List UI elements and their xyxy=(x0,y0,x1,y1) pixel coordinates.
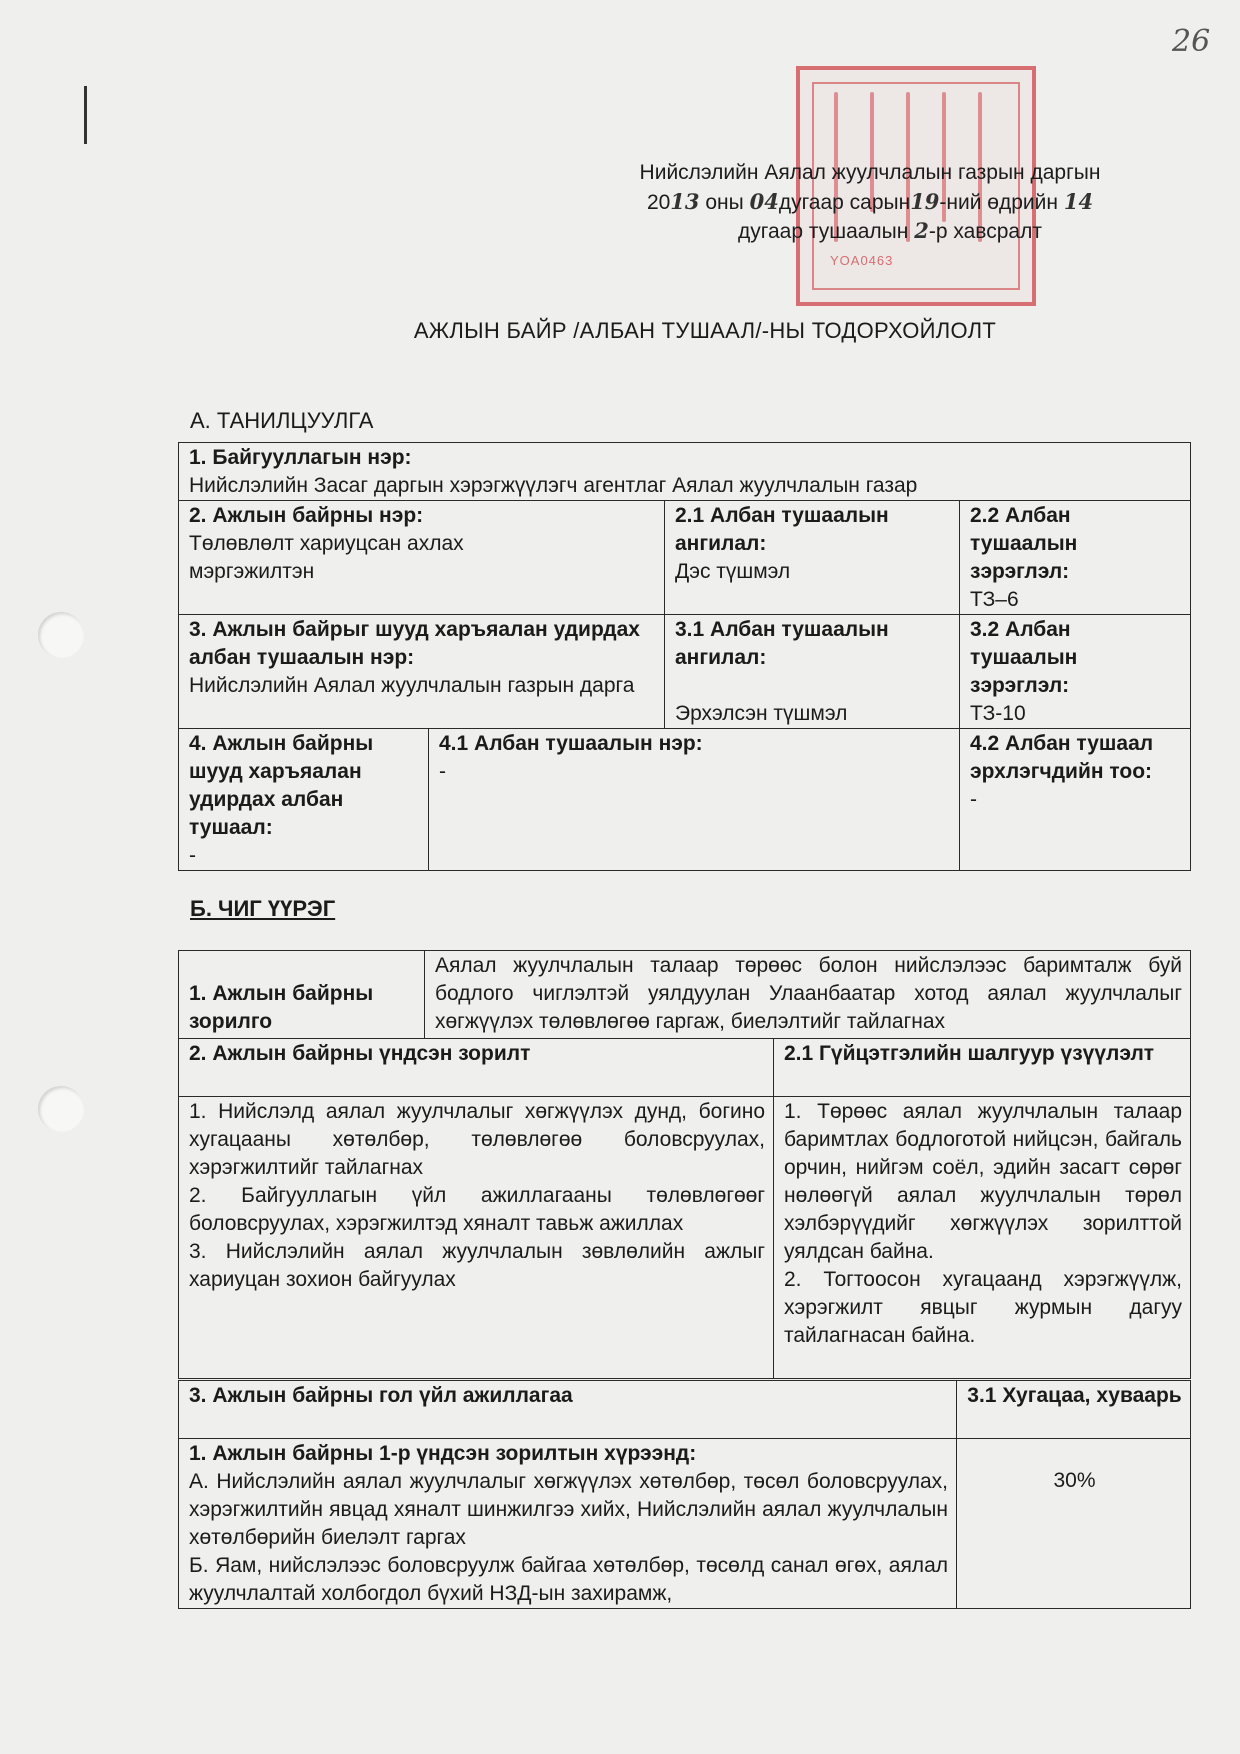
goals-list-cell xyxy=(179,1097,774,1379)
handwritten-appendix-number: 2 xyxy=(914,218,929,243)
handwritten-day: 19 xyxy=(910,189,940,214)
handwritten-month: 04 xyxy=(749,189,779,214)
goals-header: 2. Ажлын байрны үндсэн зорилт xyxy=(189,1042,531,1065)
goal-item: 3. Нийслэлийн аялал жуулчлалын зөвлөлийн ажлыг хариуцан зохион байгуулах xyxy=(189,1240,765,1291)
purpose-table xyxy=(178,950,1191,1039)
stamp-code: YOA0463 xyxy=(830,253,894,268)
table-row xyxy=(179,1039,1191,1097)
table-row xyxy=(179,1439,1191,1609)
document-title: АЖЛЫН БАЙР /АЛБАН ТУШААЛ/-НЫ ТОДОРХОЙЛОЛТ xyxy=(413,318,997,343)
section-a-heading: А. ТАНИЛЦУУЛГА xyxy=(190,408,374,433)
activity-1-item-b: Б. Яам, нийслэлээс боловсруулж байгаа хөтөлбөр, төсөлд санал өгөх, аялал жуулчлалтай холбогдол бүхий НЗД-ын захирамж, xyxy=(189,1554,948,1605)
supervisor-category-value: Эрхэлсэн түшмэл xyxy=(675,702,848,725)
subordinate-count-cell xyxy=(960,729,1191,871)
goals-header-cell xyxy=(179,1039,774,1097)
subordinate-count-value: - xyxy=(970,788,977,811)
criteria-header: 2.1 Гүйцэтгэлийн шалгуур үзүүлэлт xyxy=(784,1042,1155,1065)
subordinate-name-cell xyxy=(429,729,960,871)
category-cell xyxy=(665,501,960,615)
organization-value: Нийслэлийн Засаг даргын хэрэгжүүлэгч агентлаг Аялал жуулчлалын газар xyxy=(189,474,918,497)
purpose-label: 1. Ажлын байрны зорилго xyxy=(189,982,374,1033)
handwritten-year: 13 xyxy=(670,189,700,214)
attachment-line-1: Нийслэлийн Аялал жуулчлалын газрын даргын xyxy=(639,161,1101,184)
criteria-item: 1. Төрөөс аялал жуулчлалын талаар баримтлах бодлоготой нийцсэн, байгаль орчин, нийгэм соёл, эдийн засагт сөрөг нөлөөгүй аялал жуулчлалын төрөл хэлбэрүүдийг хөгжүүлэх зорилттой уялдсан байна. xyxy=(784,1100,1182,1263)
rank-label: 2.2 Албан тушаалын зэрэглэл: xyxy=(970,504,1078,583)
punch-hole-top xyxy=(38,612,84,658)
order-label: дугаар тушаалын xyxy=(738,220,915,243)
subordinate-value: - xyxy=(189,844,196,867)
organization-cell xyxy=(179,443,1191,501)
year-suffix: оны xyxy=(699,191,750,214)
subordinate-name-value: - xyxy=(439,760,446,783)
activities-table xyxy=(178,1380,1191,1609)
goal-item: 1. Нийслэлд аялал жуулчлалыг хөгжүүлэх дунд, богино хугацааны хөтөлбөр, төлөвлөгөө боловсруулах, хэрэгжилтийг тайлагнах xyxy=(189,1100,765,1179)
position-cell xyxy=(179,501,665,615)
table-row xyxy=(179,1097,1191,1379)
criteria-header-cell xyxy=(774,1039,1191,1097)
month-suffix: дугаар сарын xyxy=(778,191,911,214)
punch-hole-bottom xyxy=(38,1086,84,1132)
subordinate-cell xyxy=(179,729,429,871)
supervisor-category-cell xyxy=(665,615,960,729)
goal-item: 2. Байгууллагын үйл ажиллагааны төлөвлөгөөг боловсруулах, хэрэгжилтэд хяналт тавьж ажиллах xyxy=(189,1184,765,1235)
handwritten-order-number: 14 xyxy=(1063,189,1094,214)
table-row xyxy=(179,1381,1191,1439)
activity-1-percent: 30% xyxy=(1053,1469,1096,1492)
position-value: Төлөвлөлт хариуцсан ахлах мэргэжилтэн xyxy=(189,532,464,583)
table-row xyxy=(179,501,1191,615)
supervisor-category-label: 3.1 Албан тушаалын ангилал: xyxy=(675,618,889,669)
table-row xyxy=(179,729,1191,871)
supervisor-label: 3. Ажлын байрыг шууд харъяалан удирдах албан тушаалын нэр: xyxy=(189,618,640,669)
subordinate-count-label: 4.2 Албан тушаал эрхлэгчдийн тоо: xyxy=(970,732,1154,783)
supervisor-cell xyxy=(179,615,665,729)
position-label: 2. Ажлын байрны нэр: xyxy=(189,504,424,527)
category-value: Дэс түшмэл xyxy=(675,560,791,583)
organization-label: 1. Байгууллагын нэр: xyxy=(189,446,412,469)
activities-header: 3. Ажлын байрны гол үйл ажиллагаа xyxy=(189,1384,573,1407)
section-b-heading: Б. ЧИГ ҮҮРЭГ xyxy=(190,896,336,921)
page-number: 26 xyxy=(1172,24,1211,59)
goals-table xyxy=(178,1038,1191,1379)
activity-1-item-a: А. Нийслэлийн аялал жуулчлалыг хөгжүүлэх хөтөлбөр, төсөл боловсруулах, хэрэгжилтийн явцад хяналт шинжилгээ хийх, Нийслэлийн аялал жуулчлалын хөтөлбөрийн биелэлт гаргах xyxy=(189,1470,948,1549)
activities-header-cell xyxy=(179,1381,957,1439)
table-row xyxy=(179,951,1191,1039)
year-prefix: 20 xyxy=(646,191,671,214)
supervisor-rank-label: 3.2 Албан тушаалын зэрэглэл: xyxy=(970,618,1078,697)
activity-1-cell xyxy=(179,1439,957,1609)
purpose-label-cell xyxy=(179,951,425,1039)
criteria-item: 2. Тогтоосон хугацаанд хэрэгжүүлж, хэрэгжилт явцыг журмын дагуу тайлагнасан байна. xyxy=(784,1268,1182,1347)
attachment-line-2 xyxy=(560,187,1180,217)
criteria-list-cell xyxy=(774,1097,1191,1379)
subordinate-label: 4. Ажлын байрны шууд харъяалан удирдах албан тушаал: xyxy=(189,732,374,839)
purpose-value-cell xyxy=(425,951,1191,1039)
category-label: 2.1 Албан тушаалын ангилал: xyxy=(675,504,889,555)
rank-cell xyxy=(960,501,1191,615)
table-row xyxy=(179,615,1191,729)
purpose-value: Аялал жуулчлалын талаар төрөөс болон нийслэлээс баримталж буй бодлого чиглэлтэй уялдуулан Улаанбаатар хотод аялал жуулчлалыг хөгжүүлэх төлөвлөгөө гаргаж, биелэлтийг тайлагнах xyxy=(435,954,1182,1033)
supervisor-value: Нийслэлийн Аялал жуулчлалын газрын дарга xyxy=(189,674,635,697)
supervisor-rank-cell xyxy=(960,615,1191,729)
rank-value: ТЗ–6 xyxy=(970,588,1019,611)
day-suffix: -ний өдрийн xyxy=(939,191,1058,214)
subordinate-name-label: 4.1 Албан тушаалын нэр: xyxy=(439,732,703,755)
attachment-line-3 xyxy=(560,216,1180,246)
introduction-table xyxy=(178,442,1191,871)
activity-1-title: 1. Ажлын байрны 1-р үндсэн зорилтын хүрээнд: xyxy=(189,1442,697,1465)
appendix-label: -р хавсралт xyxy=(928,220,1042,243)
schedule-header-cell xyxy=(957,1381,1191,1439)
schedule-header: 3.1 Хугацаа, хуваарь xyxy=(967,1384,1182,1407)
supervisor-rank-value: ТЗ-10 xyxy=(970,702,1026,725)
table-row xyxy=(179,443,1191,501)
activity-1-schedule-cell xyxy=(957,1439,1191,1609)
margin-mark xyxy=(84,86,87,144)
